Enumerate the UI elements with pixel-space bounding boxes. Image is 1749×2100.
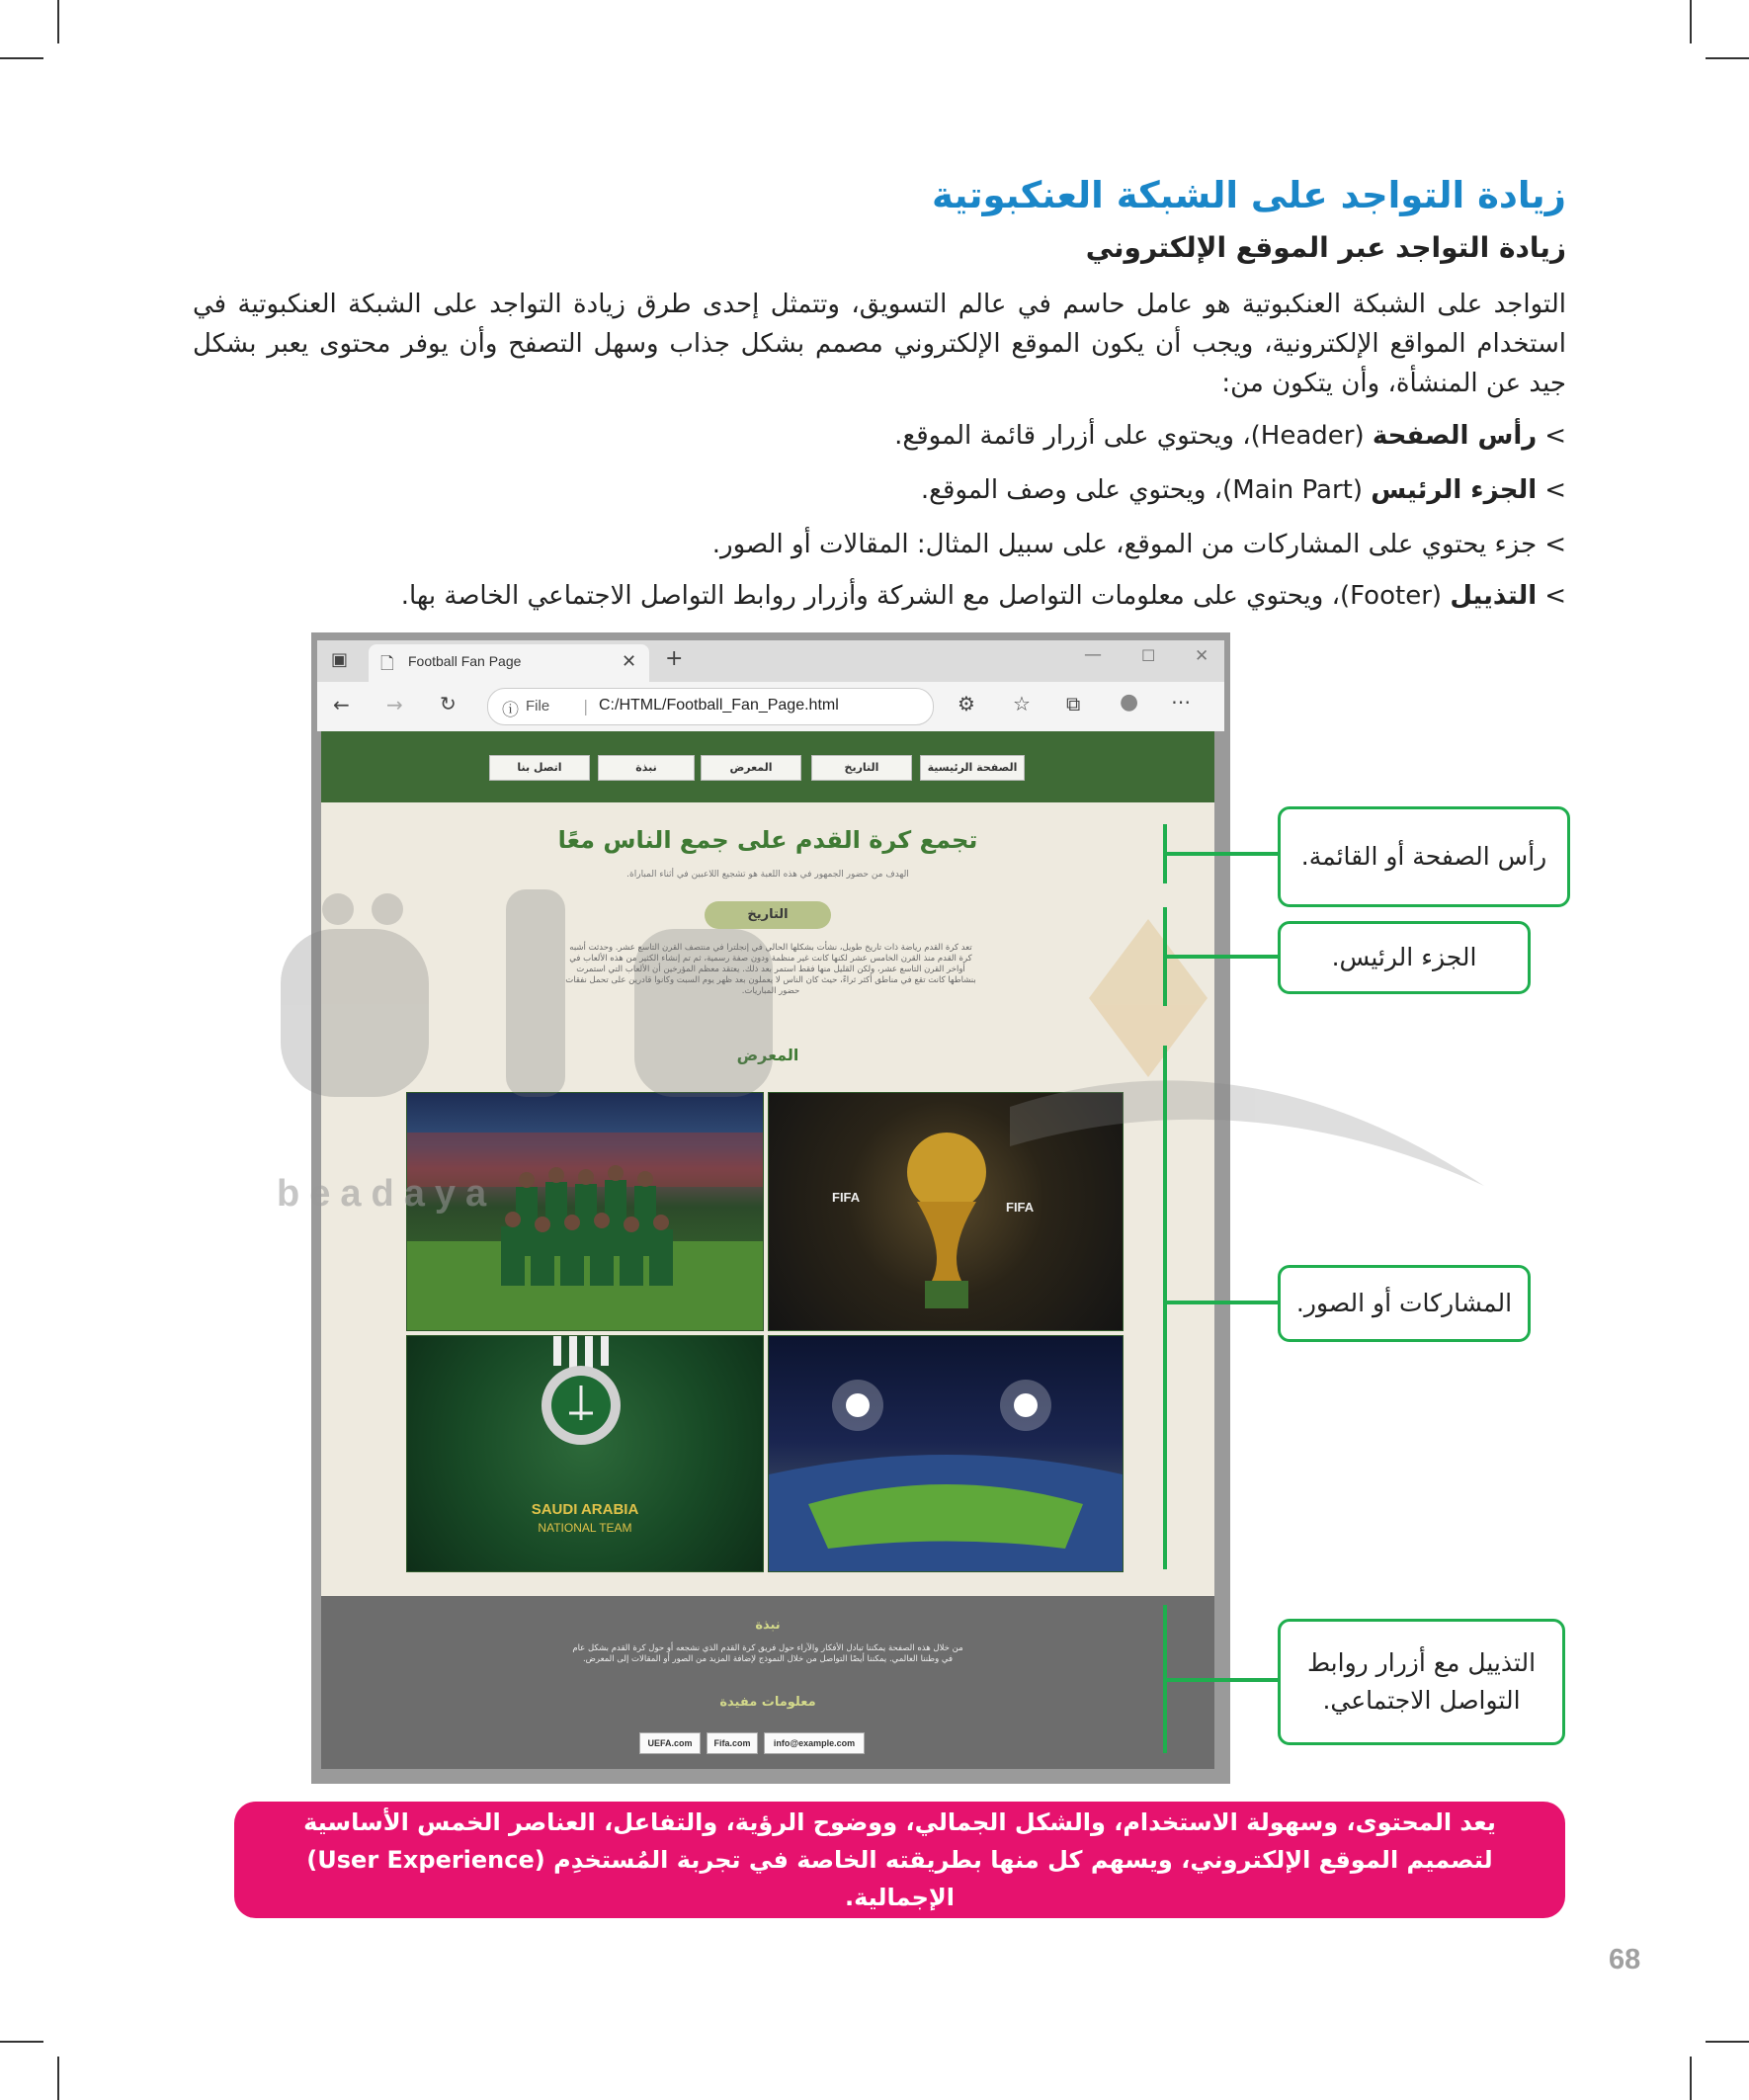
key-note-box (234, 1802, 1565, 1918)
logo-art (407, 1336, 763, 1571)
connector-footer (1163, 1678, 1278, 1682)
url-text: C:/HTML/Football_Fan_Page.html (599, 697, 839, 714)
page-number: 68 (1609, 1944, 1641, 1975)
bullet-header: >رأس الصفحة (Header)، ويحتوي على أزرار قائمة الموقع. (894, 421, 1566, 451)
bracket-posts (1163, 1046, 1167, 1569)
intro-paragraph: التواجد على الشبكة العنكبوتية هو عامل حاسم في عالم التسويق، وتتمثل إحدى طرق زيادة التواجد على الشبكة العنكبوتية في استخدام المواقع الإلكترونية، ويجب أن يكون الموقع الإلكتروني مصمم بشكل جذاب وسهل التصفح وأن يوفر محتوى يعبر بشكل جيد عن المنشأة، وأن يتكون من: (193, 290, 1566, 398)
forward-icon[interactable]: → (386, 693, 403, 716)
gallery-title: المعرض (736, 1046, 799, 1064)
crop-mark (1706, 2041, 1749, 2043)
maximize-icon[interactable]: ☐ (1141, 646, 1156, 665)
crop-mark (57, 0, 59, 43)
stadium-art (769, 1336, 1123, 1571)
connector-header (1163, 852, 1278, 856)
logo-caption-1: SAUDI ARABIA (531, 1501, 639, 1518)
team-photo-art (407, 1093, 763, 1330)
nav-gallery[interactable]: المعرض (701, 755, 801, 781)
email-link-button[interactable]: info@example.com (764, 1732, 865, 1754)
fifa-link-button[interactable]: Fifa.com (707, 1732, 758, 1754)
history-text: تعد كرة القدم رياضة ذات تاريخ طويل، نشأت بشكلها الحالي في إنجلترا في منتصف القرن التاسع عشر. وحدثت أشبه كرة القدم منذ القرن الخامس عشر لكنها كانت غير منظمة ودون صفة رسمية، ثم تم إنشاء الكثير من هذه الألعاب في أواخر القرن التاسع عشر، ولكن القليل منها فقط استمر بعد ذلك. يعتقد معظم المؤرخين أن الألعاب التي استمرت بنشاطها كانت تقع في مناطق أكثر ثراءً، حيث كان الناس لا يعملون بعد ظهر يوم السبت وكانوا قادرين على تحمل نفقات حضور المباريات. (565, 943, 976, 996)
browser-tab[interactable] (369, 644, 649, 682)
more-icon[interactable]: ⋯ (1171, 690, 1191, 714)
bullet-footer: >التذييل (Footer)، ويحتوي على معلومات التواصل مع الشركة وأزرار روابط التواصل الاجتماعي الخاصة بها. (400, 581, 1566, 611)
minimize-icon[interactable]: — (1084, 644, 1102, 665)
trophy-caption-1: FIFA (832, 1190, 861, 1205)
watermark-text: beadaya (277, 1173, 497, 1215)
trophy-photo (768, 1092, 1124, 1331)
sidebar-icon[interactable]: ▣ (331, 649, 349, 670)
crop-mark (1706, 57, 1749, 59)
uefa-link-button[interactable]: UEFA.com (639, 1732, 701, 1754)
nav-contact[interactable]: اتصل بنا (489, 755, 590, 781)
web-page-viewport (321, 731, 1214, 1769)
trophy-art (769, 1093, 1123, 1330)
nav-about[interactable]: نبذة (598, 755, 695, 781)
section-subheading: زيادة التواجد عبر الموقع الإلكتروني (1085, 231, 1566, 264)
info-icon[interactable]: ⓘ (502, 701, 519, 720)
trophy-caption-2: FIFA (1006, 1200, 1035, 1215)
site-header (321, 731, 1214, 802)
footer-info-title: معلومات مفيدة (719, 1695, 816, 1710)
page-icon: 🗋 (380, 654, 394, 674)
close-window-icon[interactable]: ✕ (1195, 646, 1209, 666)
collections-icon[interactable]: ⧉ (1066, 692, 1081, 715)
callout-footer: التذييل مع أزرار روابط التواصل الاجتماعي. (1278, 1619, 1565, 1745)
back-icon[interactable]: ← (333, 693, 350, 716)
callout-main: الجزء الرئيس. (1278, 921, 1531, 994)
connector-main (1163, 955, 1278, 959)
logo-caption-2: NATIONAL TEAM (538, 1521, 632, 1535)
nav-history[interactable]: التاريخ (811, 755, 912, 781)
connector-posts (1163, 1301, 1278, 1304)
refresh-icon[interactable]: ↻ (440, 692, 457, 715)
team-photo (406, 1092, 764, 1331)
url-prefix: File (526, 698, 550, 714)
bullet-posts: >جزء يحتوي على المشاركات من الموقع، على سبيل المثال: المقالات أو الصور. (711, 530, 1566, 559)
bullet-main-part: >الجزء الرئيس (Main Part)، ويحتوي على وصف الموقع. (920, 475, 1566, 505)
profile-icon[interactable]: ● (1120, 690, 1139, 714)
page-heading: زيادة التواجد على الشبكة العنكبوتية (932, 174, 1566, 216)
history-button[interactable]: التاريخ (705, 901, 831, 929)
crop-mark (0, 57, 43, 59)
favorites-icon[interactable]: ☆ (1013, 692, 1031, 715)
url-divider: | (583, 697, 589, 715)
footer-title: نبذة (755, 1618, 781, 1633)
hero-title: تجمع كرة القدم على جمع الناس معًا (557, 826, 978, 854)
crop-mark (1690, 2057, 1692, 2100)
callout-posts: المشاركات أو الصور. (1278, 1265, 1531, 1342)
tab-title: Football Fan Page (408, 653, 522, 669)
site-footer (321, 1596, 1214, 1769)
key-note-text: يعد المحتوى، وسهولة الاستخدام، والشكل الجمالي، ووضوح الرؤية، والتفاعل، العناصر الخمس الأساسية لتصميم الموقع الإلكتروني، ويسهم كل منها بطريقته الخاصة في تجربة المُستخدِم (User Experience) الإجمالية. (303, 1808, 1496, 1911)
footer-text: من خلال هذه الصفحة يمكننا تبادل الأفكار والآراء حول فريق كرة القدم الذي نشجعه أو حول كرة القدم بشكل عام في وطننا العالمي. يمكننا أيضًا التواصل من خلال النموذج لإضافة المزيد من الصور أو المقالات إلى المعرض. (572, 1643, 963, 1664)
crop-mark (0, 2041, 43, 2043)
callout-header: رأس الصفحة أو القائمة. (1278, 806, 1570, 907)
settings-icon[interactable]: ⚙ (958, 692, 975, 715)
browser-window (311, 632, 1230, 1784)
hero-subtitle: الهدف من حضور الجمهور في هذه اللعبة هو تشجيع اللاعبين في أثناء المباراة. (626, 870, 909, 880)
stadium-photo (768, 1335, 1124, 1572)
tab-bar (317, 640, 1224, 682)
address-bar (317, 682, 1224, 731)
nav-home[interactable]: الصفحة الرئيسية (920, 755, 1025, 781)
url-input[interactable] (487, 688, 934, 725)
crop-mark (1690, 0, 1692, 43)
plus-icon[interactable]: + (665, 646, 684, 671)
close-icon[interactable]: ✕ (622, 651, 637, 672)
logo-photo (406, 1335, 764, 1572)
crop-mark (57, 2057, 59, 2100)
